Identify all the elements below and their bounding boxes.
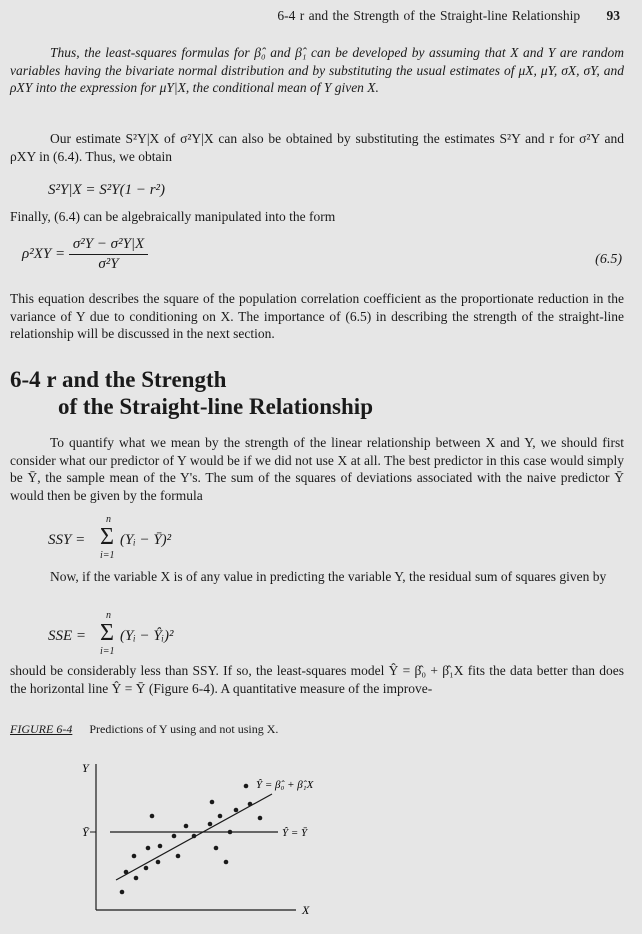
paragraph-2: Our estimate S²Y|X of σ²Y|X can also be obtained by substituting the estimates S²Y and r for σ²Y and ρXY in (6.4). Thus, we obtain	[10, 131, 624, 164]
paragraph-5: To quantify what we mean by the strength of the linear relationship between X and Y, we should first consider what our predictor of Y would be if we did not use X at all. The best predictor in this case would simply be Ȳ, the sample mean of the Y's. The sum of the squares of deviations associated with the naive predictor Ȳ would then be given by the formula	[10, 435, 624, 503]
data-point	[218, 814, 223, 819]
data-point	[214, 846, 219, 851]
page-number: 93	[606, 8, 620, 23]
data-point	[158, 844, 163, 849]
data-point	[134, 876, 139, 881]
paragraph-7: should be considerably less than SSY. If so, the least-squares model Ŷ = β̂₀ + β̂₁X fits the data better than does the horizontal line Ŷ = Ȳ (Figure 6-4). A quantitative measure of the improve-	[10, 663, 624, 696]
equation-6-5-lhs: ρ²XY =	[22, 245, 66, 262]
data-point	[150, 814, 155, 819]
equation-6-5-fraction	[69, 236, 148, 273]
section-heading	[10, 366, 373, 420]
y-axis-label: Y	[82, 761, 89, 775]
equation-sse-upper: n	[106, 610, 111, 621]
equation-number: (6.5)	[595, 252, 622, 267]
paragraph-4: This equation describes the square of the population correlation coefficient as the proportionate reduction in the variance of Y due to conditioning on X. The importance of (6.5) in describing the strength of the straight-line relationship will be discussed in the next section.	[10, 291, 624, 341]
equation-sse-body: (Yᵢ − Ŷᵢ)²	[120, 628, 174, 644]
data-point	[244, 784, 249, 789]
equation-ssy-upper: n	[106, 514, 111, 525]
paragraph-6: Now, if the variable X is of any value in predicting the variable Y, the residual sum of squares given by	[50, 569, 607, 584]
equation-ssy-body: (Yᵢ − Ȳ)²	[120, 532, 172, 548]
data-point	[184, 824, 189, 829]
data-point	[156, 860, 161, 865]
data-point	[176, 854, 181, 859]
running-title: 6-4 r and the Strength of the Straight-line Relationship	[277, 8, 581, 23]
data-point	[234, 808, 239, 813]
data-point	[208, 822, 213, 827]
data-point	[228, 830, 233, 835]
data-point	[210, 800, 215, 805]
fit-line-label: Ŷ = β̂₀ + β̂₁X	[256, 779, 314, 791]
x-axis-label: X	[302, 903, 310, 917]
section-heading-line-2: of the Straight-line Relationship	[58, 394, 373, 419]
paragraph-1: Thus, the least-squares formulas for β̂₀ and β̂₁ can be developed by assuming that X and Y are random variables having the bivariate normal distribution and by substituting the usual estimates of μX, μY, σX, σY, and ρXY into the expression for μY|X, the conditional mean of Y given X.	[10, 45, 624, 95]
data-point	[258, 816, 263, 821]
data-point	[248, 802, 253, 807]
equation-sse-lower: i=1	[100, 646, 115, 657]
figure-caption-text: Predictions of Y using and not using X.	[89, 722, 279, 736]
equation-6-5-numerator: σ²Y − σ²Y|X	[69, 236, 148, 255]
equation-sse-lhs: SSE =	[48, 628, 87, 644]
data-point	[146, 846, 151, 851]
section-heading-line-1: 6-4 r and the Strength	[10, 367, 227, 392]
equation-sse-sigma: Σ	[100, 620, 114, 646]
data-point	[120, 890, 125, 895]
figure-caption	[10, 722, 278, 737]
data-point	[132, 854, 137, 859]
paragraph-3: Finally, (6.4) can be algebraically manipulated into the form	[10, 209, 336, 224]
figure-label: FIGURE 6-4	[10, 722, 73, 736]
equation-ssy-lhs: SSY =	[48, 532, 86, 548]
data-point	[172, 834, 177, 839]
data-point	[192, 834, 197, 839]
data-point	[144, 866, 149, 871]
mean-line-label: Ŷ = Ȳ	[282, 827, 308, 839]
equation-conditional-variance: S²Y|X = S²Y(1 − r²)	[48, 182, 166, 198]
running-head	[0, 8, 620, 24]
figure-6-4-diagram	[60, 752, 360, 930]
equation-ssy-lower: i=1	[100, 550, 115, 561]
ybar-axis-label: Ȳ	[82, 825, 89, 839]
equation-ssy-sigma: Σ	[100, 524, 114, 550]
data-point	[224, 860, 229, 865]
data-point	[124, 870, 129, 875]
equation-6-5-denominator: σ²Y	[98, 256, 119, 272]
equation-6-5	[22, 236, 148, 273]
